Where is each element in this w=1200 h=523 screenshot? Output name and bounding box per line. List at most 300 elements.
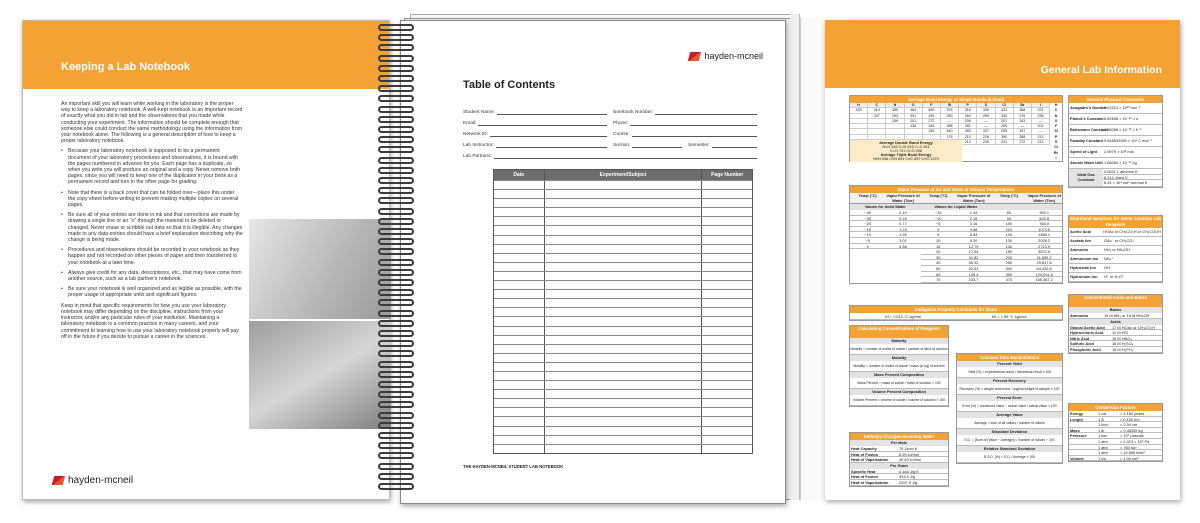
subsection-label: Values for Liquid Water (921, 204, 992, 210)
table-row[interactable] (494, 180, 752, 189)
conversion-rows (1069, 411, 1162, 461)
enthalpy-table (849, 432, 949, 487)
unit-value: 1 atm (1098, 450, 1108, 456)
temperature-value: 130 (1005, 237, 1013, 243)
triple-bond-title: Average Triple Bond Energy (880, 153, 932, 157)
formula-label: Average Value (957, 412, 1062, 418)
spiral-coil (378, 259, 414, 266)
pressure-value: 6.54 (969, 232, 978, 238)
temperature-value: 110 (1005, 226, 1012, 232)
liquid-water-column (991, 204, 1062, 283)
spiral-coil (378, 208, 414, 215)
page-title: Table of Contents (463, 79, 556, 91)
brand-mark-icon (688, 52, 701, 61)
unit-value: 1 atm (1098, 444, 1108, 450)
category-label: Length (1070, 416, 1083, 422)
guideline-item: • Be sure your notebook is well organized and as legible as possible, with the proper usage of appropriate units and significant figures. (61, 286, 243, 298)
spiral-coil (378, 361, 414, 368)
table-row[interactable] (494, 198, 752, 207)
constant-value: Kb = 1.86 °C kg/mol (991, 314, 1027, 319)
semester-field[interactable] (712, 143, 757, 148)
spiral-coil (378, 432, 414, 439)
spiral-coil (378, 452, 414, 459)
lab-notebook-intro-page (22, 20, 390, 500)
gas-constant-value: 0.0821 L atm/mol K (1104, 169, 1138, 174)
bond-value: 255 (996, 129, 1014, 134)
table-row[interactable] (494, 362, 752, 371)
table-row[interactable] (494, 416, 752, 425)
row-label: C (1054, 108, 1058, 113)
spiral-coil (378, 106, 414, 113)
field-label: Lab Instructor: (463, 143, 494, 148)
double-bond-values: C=O 741 O=O 498 (890, 149, 922, 153)
formula-label: Percent Recovery (957, 378, 1062, 384)
pressure-value: 355.1 (1039, 210, 1049, 215)
lab-partners-field[interactable] (494, 154, 757, 159)
row-value: 6.02214 × 10²³ mol⁻¹ (1104, 105, 1141, 111)
temperature-value: 120 (1005, 232, 1013, 238)
row-label: Heat Capacity (851, 446, 877, 451)
temperature-value: −30 (864, 215, 871, 221)
table-row (850, 244, 921, 250)
table-row[interactable] (494, 298, 752, 307)
temperature-value: 10 (936, 237, 941, 243)
row-label: S (1054, 140, 1058, 145)
table-row[interactable] (494, 326, 752, 335)
pressure-value: 1.24 (899, 226, 907, 232)
table-row[interactable] (494, 407, 752, 416)
guideline-item: • Be sure all of your entries are done in ink and that corrections are made by drawing a single line or an "x" through the material to be deleted or changed. Never erase or scribble out data so that it is illegible. Any changes made to any data entries should have a brief explanation describing why the change is being made. (61, 212, 243, 243)
column-header: Vapor Pressure of Water (Torr) (886, 193, 920, 203)
formula-label: Volume Percent Composition (850, 389, 948, 395)
table-row[interactable] (494, 371, 752, 380)
temperature-value: 373 (1005, 277, 1013, 283)
table-title: Colligative Property Constants for Water (850, 306, 1062, 313)
physical-constants (1068, 95, 1163, 188)
table-body (494, 180, 752, 453)
bond-value: 435 (850, 108, 868, 113)
pressure-value: 4.58 (899, 243, 907, 249)
per-gram-rows (850, 469, 948, 486)
bond-value: 213 (1032, 140, 1050, 145)
temperature-value: 70 (936, 277, 941, 283)
table-row[interactable] (494, 207, 752, 216)
row-value: 75 J/mol K (899, 446, 918, 451)
row-value: 6.99 kJ/mol (899, 451, 919, 457)
temperature-value: 200 (1005, 254, 1013, 260)
bond-value: 209 (959, 119, 977, 124)
field-label: Network ID: (463, 132, 489, 137)
bond-summary (850, 140, 962, 162)
table-row[interactable] (494, 380, 752, 389)
guideline-item: • Because your laboratory notebook is supposed to be a permanent document of your laboratory procedures and observations, it is bound with the pages numbered in advance for you. Each page has a duplicate, so when you write you will produce an original and a copy. Never remove both pages, since you will need to keep one of the duplicates in your book as a permanent record and turn in the other page for grading. (61, 148, 243, 185)
table-row[interactable] (494, 353, 752, 362)
conversion-value: = 1.013 × 10⁵ Pa (1120, 438, 1150, 444)
spiral-coil (378, 463, 414, 470)
pressure-value: 149.4 (968, 271, 979, 277)
section-field[interactable] (632, 143, 682, 148)
table-row[interactable] (494, 271, 752, 280)
contents-table (493, 169, 753, 454)
column-header: Temp (°C) (929, 193, 948, 198)
bond-value: 330 (996, 114, 1014, 119)
table-row (1069, 255, 1162, 264)
row-value: 17 M HOAc or CH₃CO₂H (1112, 324, 1156, 330)
pressure-value: 1074.6 (1038, 226, 1051, 232)
row-label: Heat of Fusion (851, 451, 879, 457)
pressure-value: 29,817.8 (1036, 260, 1052, 266)
spiral-coil (378, 157, 414, 164)
notebook-edge (800, 18, 825, 500)
bond-value: — (1032, 119, 1050, 124)
table-row[interactable] (494, 426, 752, 435)
column-header: S (977, 103, 995, 108)
column-header: I (1032, 103, 1050, 108)
table-title: Conversion Factors (1069, 404, 1162, 411)
table-row (1069, 114, 1162, 125)
column-header-subject: Experiment/Subject (544, 170, 703, 180)
shorthand-notations (1068, 215, 1163, 283)
pressure-value: 17.54 (968, 249, 979, 255)
spiral-coil (378, 75, 414, 82)
pressure-value: 760.0 (1039, 221, 1049, 227)
spiral-coil (378, 34, 414, 41)
phone-field[interactable] (630, 121, 757, 126)
row-label: Faraday Constant (1070, 138, 1103, 144)
bond-value: 197 (1014, 129, 1032, 134)
unit-value: 1 mL (1098, 455, 1107, 461)
subsection-label: Bases (1069, 307, 1162, 313)
bond-value: — (977, 124, 995, 129)
row-value: NH₃ or NH₄OH (1104, 247, 1130, 253)
row-label: Br (1054, 150, 1059, 155)
intro-paragraph: An important skill you will learn while working in the laboratory is the proper way to keep a laboratory notebook. A well-kept notebook is an important record of exactly what you did in lab and the observations that you made while conducting your experiment. The information should be complete enough that someone else could conduct the same methodology using the information from your notebook alone. The following is a general description of how to keep a proper laboratory notebook. (61, 101, 243, 145)
column-header: C (868, 103, 886, 108)
category-label (1069, 439, 1097, 444)
bond-value: 213 (1032, 135, 1050, 140)
bond-value: 159 (923, 129, 941, 134)
notebook-edge (790, 14, 800, 500)
pressure-value: 64,432.8 (1036, 265, 1052, 271)
bond-value: — (1032, 129, 1050, 134)
bond-value: 243 (1014, 119, 1032, 124)
spiral-coil (378, 473, 414, 480)
spiral-coil (378, 412, 414, 419)
spiral-coil (378, 330, 414, 337)
email-field[interactable] (478, 121, 607, 126)
field-label: Notebook Number: (613, 110, 654, 115)
spiral-coil (378, 381, 414, 388)
header-band (825, 20, 1180, 88)
lab-instructor-field[interactable] (496, 143, 607, 148)
field-label: Section: (613, 143, 631, 148)
conversion-value: = 14.696 lb/in² (1120, 450, 1145, 456)
table-row[interactable] (494, 216, 752, 225)
table-title: Enthalpy Changes Involving Water (850, 433, 948, 440)
pressure-value: 165,467.2 (1035, 277, 1053, 283)
spiral-coil (378, 310, 414, 317)
row-value: 18 M H₂SO₄ (1112, 341, 1134, 347)
temperature-value: 5 (937, 232, 940, 238)
bond-value: 205 (996, 124, 1014, 129)
guideline-list (61, 148, 243, 298)
row-label: Glacial Acetic Acid (1070, 324, 1105, 330)
subsection-label: Per Mole (850, 440, 948, 446)
spiral-binding (378, 24, 414, 494)
row-value: 12 M HCl (1112, 330, 1129, 336)
brand-name: hayden-mcneil (68, 475, 134, 486)
pressure-value: 55.32 (968, 260, 979, 266)
pressure-value: 92.51 (968, 265, 979, 271)
table-row[interactable] (494, 262, 752, 271)
shorthand-rows (1069, 228, 1162, 282)
formula-list (850, 338, 948, 406)
pressure-value: 12.79 (968, 243, 979, 249)
spiral-coil (378, 371, 414, 378)
subsection-label: Values for Solid Water (850, 204, 921, 210)
conversion-value: = 760 torr (1120, 444, 1137, 450)
row-label: Hydroxide Ion (1070, 265, 1096, 271)
column-header: Br (1014, 103, 1032, 108)
category-label: Mass (1070, 427, 1080, 433)
table-row[interactable] (494, 398, 752, 407)
gas-constant-value: 8.314 J/mol K (1104, 174, 1128, 180)
category-label: Energy (1070, 411, 1084, 416)
temperature-value: −40 (864, 210, 871, 215)
table-row[interactable] (494, 235, 752, 244)
bond-value: 389 (886, 108, 904, 113)
table-of-contents-page (400, 20, 786, 504)
column-header: Vapor Pressure of Water (Torr) (956, 193, 991, 203)
formula: Molality = number of moles of solute / mass (in kg) of solvent (850, 361, 948, 372)
spiral-coil (378, 187, 414, 194)
temperature-value: 60 (936, 271, 941, 277)
formula-label: Molality (850, 355, 948, 361)
temperature-value: 40 (936, 260, 941, 266)
table-row[interactable] (494, 344, 752, 353)
field-label: Semester: (688, 143, 710, 148)
bond-value: 293 (886, 114, 904, 119)
course-field[interactable] (632, 132, 757, 137)
spiral-coil (378, 350, 414, 357)
row-label: Cl (1054, 145, 1058, 150)
spiral-coil (378, 126, 414, 133)
row-label: Ideal Gas Constant (1069, 169, 1103, 186)
row-label: Heat of Fusion (851, 474, 879, 480)
subsection-label: Per Gram (850, 463, 948, 469)
bond-value: 327 (977, 129, 995, 134)
bond-value: 293 (941, 108, 959, 113)
spiral-coil (378, 65, 414, 72)
page-title: Keeping a Lab Notebook (61, 61, 190, 73)
brand-name: hayden-mcneil (704, 51, 763, 61)
general-lab-info-page (825, 20, 1180, 500)
pressure-value: 1489.1 (1038, 232, 1051, 238)
row-value: 1.38066 × 10⁻²³ J K⁻¹ (1104, 127, 1142, 133)
table-row[interactable] (494, 316, 752, 325)
table-row[interactable] (494, 307, 752, 316)
pressure-value: 31.82 (968, 254, 979, 260)
formula: Molarity = number of moles of solute / number of liters of solution (850, 344, 948, 355)
table-title: Calculating Concentrations of Reagents (850, 326, 948, 338)
notebook-photo (249, 128, 391, 218)
bond-value: 368 (941, 124, 959, 129)
table-row[interactable] (494, 289, 752, 298)
bond-value: — (1014, 124, 1032, 129)
row-label: Boltzmann Constant (1070, 127, 1108, 133)
category-label (1069, 445, 1097, 450)
bond-value: 569 (923, 108, 941, 113)
spiral-coil (378, 24, 414, 31)
formula-label: Relative Standard Deviation (957, 446, 1062, 452)
concentration-formulas (849, 325, 949, 407)
table-row (1069, 136, 1162, 147)
row-label: Acetate Ion (1070, 238, 1091, 244)
bond-value: 540 (941, 129, 959, 134)
bond-value: — (977, 119, 995, 124)
table-row[interactable] (494, 435, 752, 444)
student-name-field[interactable] (497, 110, 607, 115)
bond-value: 272 (1014, 140, 1032, 145)
row-value: 15 M H₃PO₄ (1112, 346, 1134, 352)
table-row[interactable] (494, 225, 752, 234)
category-label: Volume (1070, 455, 1084, 461)
row-value: 2.9979 × 10⁸ m/s (1104, 149, 1134, 155)
row-label: N (1054, 113, 1058, 118)
bond-value: 176 (941, 135, 959, 140)
row-value: 4.184 J/g K (899, 468, 919, 474)
pressure-value: 3.16 (969, 221, 978, 227)
pressure-value: 233.7 (968, 277, 979, 283)
temperature-value: −15 (934, 210, 942, 215)
unit-value: 1 atm (1098, 438, 1108, 444)
table-row (921, 277, 992, 283)
subsection-label: Acids (1069, 319, 1162, 325)
row-value: 1.66054 × 10⁻²⁷ kg (1104, 160, 1137, 166)
spiral-coil (378, 269, 414, 276)
guideline-item: • Procedures and observations should be recorded in your notebook as they happen and not recorded on other pieces of paper and then transferred to your notebook at a later time. (61, 247, 243, 266)
row-label: Si (1054, 129, 1058, 134)
row-label: Heat of Vaporization (851, 479, 889, 485)
row-label: O (1054, 118, 1058, 123)
bond-value: 368 (1014, 108, 1032, 113)
temperature-value: 15 (936, 243, 941, 249)
bond-value: 230 (977, 140, 995, 145)
formula-label: Standard Deviation (957, 429, 1062, 435)
column-header: Vapor Pressure of Water (Torr) (1027, 193, 1061, 203)
bond-value: 276 (1014, 114, 1032, 119)
formula: Recovery (%) = weight recovered / original weight of sample × 100 (957, 384, 1062, 395)
table-header (494, 170, 752, 180)
row-value: H⁺ or H₃O⁺ (1104, 274, 1124, 280)
solid-water-column (850, 204, 921, 283)
spiral-coil (378, 177, 414, 184)
temperature-value: −10 (934, 215, 942, 221)
table-row (1069, 347, 1162, 353)
table-row[interactable] (494, 389, 752, 398)
row-label: Atomic Mass Unit (1070, 160, 1103, 166)
row-value: 15 M NH₃ or 15 M NH₄OH (1104, 313, 1150, 318)
row-value: OH⁻ (1104, 265, 1112, 271)
double-bond-title: Average Double Bond Energy (879, 141, 933, 145)
table-row[interactable] (494, 244, 752, 253)
vapor-pressure-table (849, 185, 1063, 284)
pressure-value: 2710.9 (1038, 243, 1051, 249)
conversion-value: = 0.100 nm (1120, 416, 1140, 422)
bond-value: 201 (1032, 124, 1050, 129)
spiral-coil (378, 197, 414, 204)
pressure-value: 525.8 (1039, 215, 1049, 221)
pressure-value: 124,001.6 (1035, 271, 1053, 277)
unit-value: 1 cal (1098, 411, 1107, 416)
bases-rows (1069, 313, 1162, 319)
constant-rows (1069, 103, 1162, 169)
network-id-field[interactable] (490, 132, 607, 137)
category-label (1069, 450, 1097, 455)
table-row[interactable] (494, 335, 752, 344)
bond-value: 347 (868, 114, 886, 119)
row-label: Ammonia (1070, 247, 1088, 253)
row-value: 9.648533289 × 10⁴ C mol⁻¹ (1104, 138, 1152, 144)
bond-value: 138 (905, 124, 923, 129)
temperature-value: −15 (864, 226, 871, 232)
conversion-value: = 1.00 cm³ (1120, 455, 1139, 461)
unit-value: 1 inch (1098, 422, 1109, 428)
row-label: Phosphoric Acid (1070, 346, 1101, 352)
table-row (1069, 125, 1162, 136)
table-row[interactable] (494, 280, 752, 289)
pressure-value: 2026.2 (1038, 237, 1051, 243)
formula-label: Mass Percent Composition (850, 372, 948, 378)
table-row (1069, 273, 1162, 282)
formula: S.D. = [Sum of (Value − Average)² / Number of Values − 1]½ (957, 435, 1062, 446)
table-title: Average Bond Energy of Single Bonds (kJ/mol) (850, 96, 1062, 103)
table-row (1069, 246, 1162, 255)
formula: Yield (%) = experimental result / theoretical result × 100 (957, 367, 1062, 378)
bond-value: 351 (905, 114, 923, 119)
notebook-number-field[interactable] (655, 110, 757, 115)
page-title: General Lab Information (1040, 64, 1162, 76)
spiral-coil (378, 483, 414, 490)
column-header: Si (941, 103, 959, 108)
table-title: Shorthand Notations for Some Common Lab Reagents (1070, 216, 1161, 227)
row-label: Planck's Constant (1070, 116, 1104, 122)
bond-value: 297 (1032, 108, 1050, 113)
table-title: Common Data Manipulations (957, 354, 1062, 361)
table-row[interactable] (494, 189, 752, 198)
formula-label: Percent Error (957, 395, 1062, 401)
table-row[interactable] (494, 444, 752, 453)
colligative-constants (849, 305, 1063, 321)
pressure-value: 2.15 (969, 215, 978, 221)
gas-constant-value: 6.24 × 10⁴ cm³ torr/mol K (1104, 180, 1148, 186)
bond-value: 331 (996, 140, 1014, 145)
table-row[interactable] (494, 253, 752, 262)
notebook-photo (249, 219, 391, 319)
formula-list (957, 361, 1062, 463)
bond-value: 289 (1014, 135, 1032, 140)
bond-value: 259 (977, 114, 995, 119)
temperature-value: −20 (864, 221, 871, 227)
spiral-coil (378, 289, 414, 296)
row-value: OAc⁻ or CH₃CO₂⁻ (1104, 238, 1136, 244)
row-label: Acetic Acid (1070, 229, 1092, 235)
bond-value: 339 (977, 108, 995, 113)
spiral-coil (378, 167, 414, 174)
row-value: 6.62608 × 10⁻³⁴ J s (1104, 116, 1138, 122)
bond-value: 159 (886, 119, 904, 124)
temperature-value: 0 (866, 243, 869, 249)
